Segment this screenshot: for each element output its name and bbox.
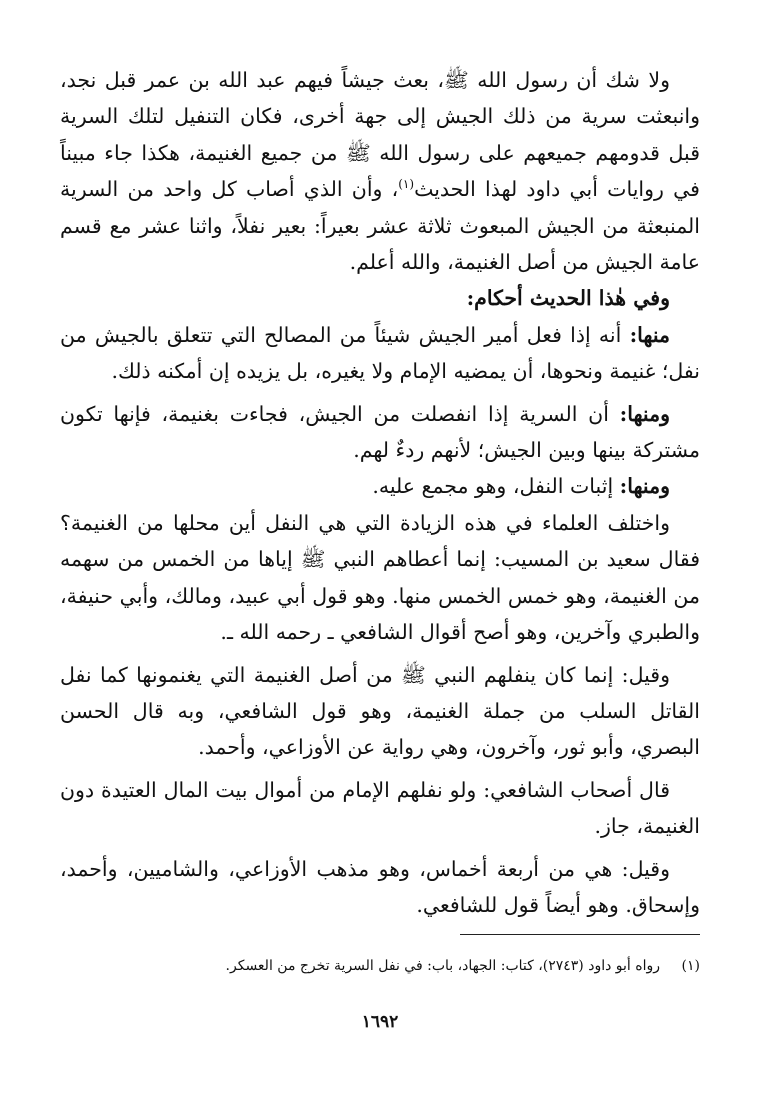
- ruling-lead: منها:: [629, 322, 670, 347]
- heading-text: وفي هٰذا الحديث أحكام:: [466, 286, 670, 311]
- body-text: [60, 62, 700, 923]
- paragraph-text-tail: ، وأن الذي أصاب كل واحد من السرية المنبعثة من الجيش المبعوث ثلاثة عشر بعيراً: بعير نفلاً، واثنا عشر مع قسم عامة الجيش من أصل الغنيمة، والله أعلم.: [60, 177, 700, 275]
- ruling-paragraph: [60, 317, 700, 390]
- paragraph: [60, 772, 700, 845]
- footnote-number: (١): [681, 958, 700, 974]
- paragraph-text: ولا شك أن رسول الله ﷺ، بعث جيشاً فيهم عبد الله بن عمر قبل نجد، وانبعثت سرية من ذلك الجيش إلى جهة أخرى، فكان التنفيل لتلك السرية قبل قدومهم جميعهم على رسول الله ﷺ من جميع الغنيمة، هكذا جاء مبيناً في روايات أبي داود لهذا الحديث: [60, 68, 700, 202]
- paragraph-text: وقيل: إنما كان ينفلهم النبي ﷺ من أصل الغنيمة التي يغنمونها كما نفل القاتل السلب من جملة الغنيمة، وهو قول الشافعي، وبه قال الحسن البصري، وأبو ثور، وآخرون، وهي رواية عن الأوزاعي، وأحمد.: [60, 662, 700, 760]
- footnote-text: رواه أبو داود (٢٧٤٣)، كتاب: الجهاد، باب: في نفل السرية تخرج من العسكر.: [225, 958, 660, 974]
- page-number: ١٦٩٢: [361, 1012, 399, 1032]
- section-heading: [60, 280, 700, 316]
- ruling-text: إثبات النفل، وهو مجمع عليه.: [372, 474, 620, 499]
- ruling-paragraph: [60, 396, 700, 469]
- footnote-reference[interactable]: (١): [398, 177, 415, 192]
- paragraph-intro: [60, 62, 700, 280]
- paragraph-text: قال أصحاب الشافعي: ولو نفلهم الإمام من أموال بيت المال العتيدة دون الغنيمة، جاز.: [60, 777, 700, 839]
- document-page: [60, 62, 700, 1062]
- ruling-lead: ومنها:: [619, 401, 670, 426]
- ruling-text: أنه إذا فعل أمير الجيش شيئاً من المصالح التي تتعلق بالجيش من نفل؛ غنيمة ونحوها، أن يمضيه الإمام ولا يغيره، بل يزيده إن أمكنه ذلك.: [60, 322, 700, 384]
- paragraph: [60, 851, 700, 924]
- paragraph-text: وقيل: هي من أربعة أخماس، وهو مذهب الأوزاعي، والشاميين، وأحمد، وإسحاق. وهو أيضاً قول للشافعي.: [60, 856, 700, 917]
- ruling-lead: ومنها:: [619, 474, 670, 499]
- footnote: [60, 954, 700, 978]
- paragraph: [60, 657, 700, 766]
- paragraph: [60, 505, 700, 651]
- paragraph-text: واختلف العلماء في هذه الزيادة التي هي النفل أين محلها من الغنيمة؟ فقال سعيد بن المسيب: إنما أعطاهم النبي ﷺ إياها من الخمس من سهمه من الغنيمة، وهو خمس الخمس منها. وهو قول أبي عبيد، ومالك، وأبي حنيفة، والطبري وآخرين، وهو أصح أقوال الشافعي ـ رحمه الله ـ.: [60, 510, 700, 645]
- footnote-divider: [460, 934, 700, 935]
- ruling-paragraph: [60, 468, 700, 504]
- ruling-text: أن السرية إذا انفصلت من الجيش، فجاءت بغنيمة، فإنها تكون مشتركة بينها وبين الجيش؛ لأنهم ردءٌ لهم.: [60, 401, 700, 463]
